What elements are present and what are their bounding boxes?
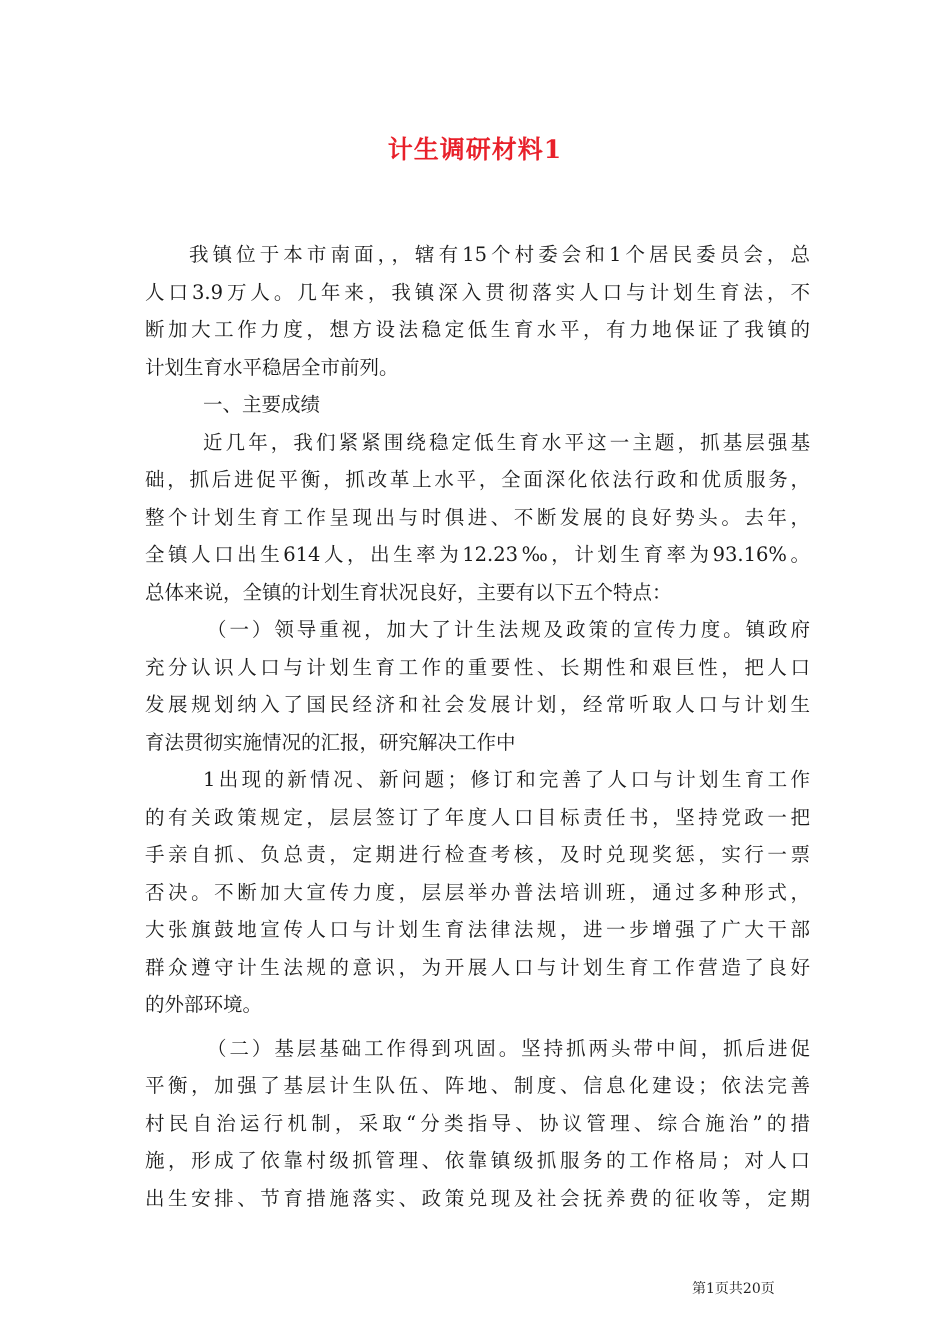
text-line: 出生安排、节育措施落实、政策兑现及社会抚养费的征收等，定期 bbox=[145, 1186, 810, 1210]
text-line: 整个计划生育工作呈现出与时俱进、不断发展的良好势头。去年， bbox=[145, 505, 810, 529]
text-line: 大张旗鼓地宣传人口与计划生育法律法规，进一步增强了广大干部 bbox=[145, 918, 810, 941]
section-heading bbox=[145, 386, 810, 424]
document-title: 计生调研材料1 bbox=[387, 135, 563, 164]
text-line: 平衡，加强了基层计生队伍、阵地、制度、信息化建设；依法完善 bbox=[145, 1074, 810, 1097]
page-number-footer: 第1页共20页 bbox=[692, 1281, 775, 1297]
text-line: 计划生育水平稳居全市前列。 bbox=[145, 355, 399, 379]
text-line: 否决。不断加大宣传力度，层层举办普法培训班，通过多种形式， bbox=[145, 880, 810, 904]
paragraph-achievements bbox=[145, 424, 810, 612]
text-line: 群众遵守计生法规的意识，为开展人口与计划生育工作营造了良好 bbox=[145, 955, 810, 979]
text-line: 育法贯彻实施情况的汇报，研究解决工作中 bbox=[145, 730, 516, 754]
text-line: 村民自治运行机制，采取“分类指导、协议管理、综合施治”的措 bbox=[145, 1111, 810, 1135]
paragraph-intro bbox=[145, 236, 810, 386]
text-line: 充分认识人口与计划生育工作的重要性、长期性和艰巨性，把人口 bbox=[145, 655, 810, 679]
text-line: 施，形成了依靠村级抓管理、依靠镇级抓服务的工作格局；对人口 bbox=[145, 1149, 810, 1172]
text-line: 础，抓后进促平衡，抓改革上水平，全面深化依法行政和优质服务， bbox=[145, 468, 810, 491]
text-line: （二）基层基础工作得到巩固。坚持抓两头带中间，抓后进促 bbox=[207, 1036, 810, 1060]
text-line: 全镇人口出生614人，出生率为12.23‰，计划生育率为93.16%。 bbox=[145, 543, 810, 566]
text-line: 手亲自抓、负总责，定期进行检查考核，及时兑现奖惩，实行一票 bbox=[145, 843, 810, 866]
text-line: 近几年，我们紧紧围绕稳定低生育水平这一主题，抓基层强基 bbox=[203, 430, 810, 454]
paragraph-grassroots bbox=[145, 1030, 810, 1218]
text-line: 我镇位于本市南面，，辖有15个村委会和1个居民委员会，总 bbox=[189, 243, 810, 266]
text-line: （一）领导重视，加大了计生法规及政策的宣传力度。镇政府 bbox=[207, 618, 810, 641]
text-line: 的外部环境。 bbox=[145, 993, 263, 1016]
text-line: 1出现的新情况、新问题；修订和完善了人口与计划生育工作 bbox=[203, 768, 810, 791]
paragraph-leadership bbox=[145, 611, 810, 761]
text-line: 人口3.9万人。几年来，我镇深入贯彻落实人口与计划生育法，不 bbox=[145, 280, 810, 304]
text-line: 的有关政策规定，层层签订了年度人口目标责任书，坚持党政一把 bbox=[145, 805, 810, 829]
text-line: 总体来说，全镇的计划生育状况良好，主要有以下五个特点： bbox=[145, 580, 672, 604]
text-line: 断加大工作力度，想方设法稳定低生育水平，有力地保证了我镇的 bbox=[145, 318, 810, 341]
paragraph-leadership-cont bbox=[145, 761, 810, 1024]
document-body bbox=[145, 236, 810, 1217]
text-line: 发展规划纳入了国民经济和社会发展计划，经常听取人口与计划生 bbox=[145, 693, 810, 716]
heading-main-achievements: 一、主要成绩 bbox=[203, 393, 321, 416]
